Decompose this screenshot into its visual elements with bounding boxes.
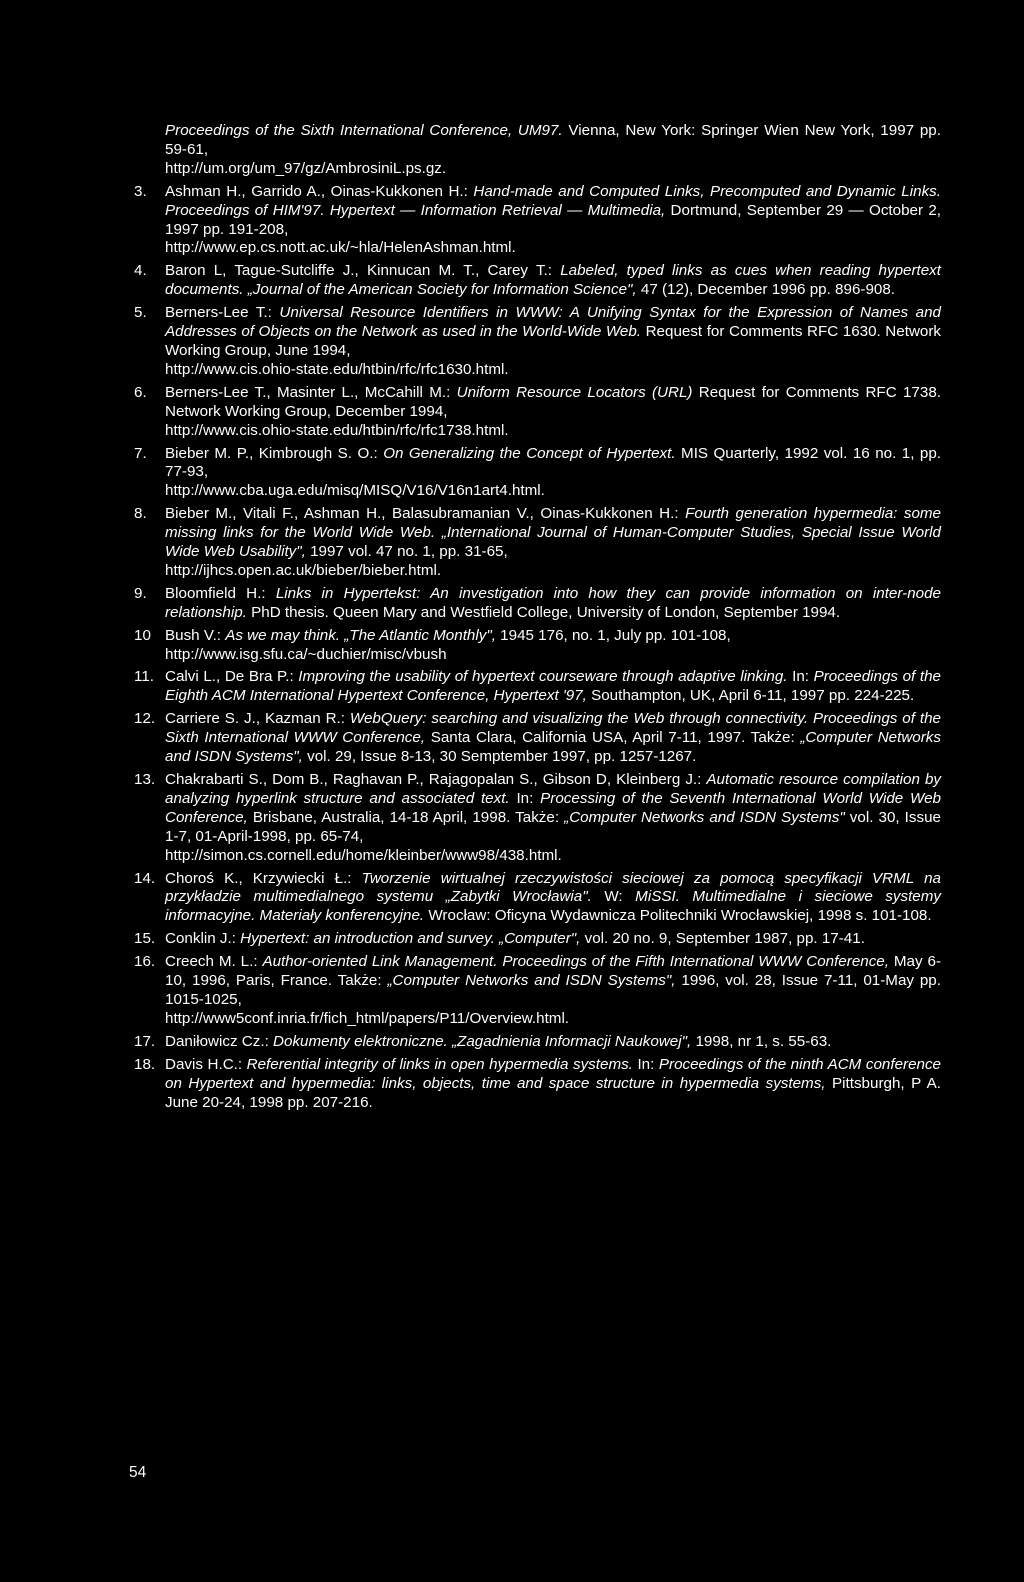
reference-entry: [131, 505, 941, 581]
reference-title-italic: Proceedings of the Sixth International Conference, UM97.: [165, 122, 563, 139]
reference-plain-text: Berners-Lee T., Masinter L., McCahill M.:: [165, 383, 457, 401]
reference-number: 17.: [134, 1032, 156, 1050]
reference-plain-text: Wrocław: Oficyna Wydawnicza Politechniki Wrocławskiej, 1998 s. 101-108.: [424, 907, 932, 925]
reference-entry: [131, 771, 941, 866]
reference-entry: [131, 585, 941, 623]
reference-plain-text: Carriere S. J., Kazman R.:: [165, 710, 350, 728]
reference-plain-text: Dortmund, September 29 — October 2, 1997 pp. 191-208,: [165, 201, 941, 238]
reference-plain-text: Santa Clara, California USA, April 7-11, 1997. Także:: [425, 729, 801, 747]
reference-plain-text: Davis H.C.:: [165, 1055, 247, 1073]
reference-entry: [131, 262, 941, 300]
reference-text: [165, 668, 941, 706]
reference-entry: [131, 870, 941, 927]
reference-entry: [131, 1056, 941, 1113]
reference-url: http://www.ep.cs.nott.ac.uk/~hla/HelenAshman.html.: [165, 239, 516, 257]
reference-title-italic: Processing of the Seventh International World Wide Web Conference,: [165, 789, 942, 826]
reference-plain-text: Bieber M., Vitali F., Ashman H., Balasubramanian V., Oinas-Kukkonen H.:: [165, 505, 686, 523]
reference-number: 8.: [134, 505, 147, 523]
reference-plain-text: Daniłowicz Cz.:: [165, 1032, 274, 1050]
reference-plain-text: Brisbane, Australia, 14-18 April, 1998. Także:: [247, 808, 565, 826]
reference-entry: [131, 1033, 941, 1052]
reference-text: [165, 930, 941, 949]
reference-plain-text: Southampton, UK, April 6-11, 1997 pp. 224-225.: [586, 687, 915, 705]
reference-title-italic: Automatic resource compilation by analyzing hyperlink structure and associated text.: [165, 771, 942, 807]
reference-plain-text: Request for Comments RFC 1630. Network Working Group, June 1994,: [165, 323, 942, 359]
reference-plain-text: MIS Quarterly, 1992 vol. 16 no. 1, pp. 77-93,: [165, 444, 942, 481]
reference-plain-text: Creech M. L.:: [165, 953, 263, 971]
reference-plain-text: vol. 30, Issue 1-7, 01-April-1998, pp. 65-74,: [165, 808, 941, 845]
reference-number: 5.: [134, 304, 147, 322]
reference-plain-text: Vienna, New York: Springer Wien New York, 1997 pp. 59-61,: [165, 122, 941, 158]
reference-plain-text: Calvi L., De Bra P.:: [165, 668, 299, 686]
reference-entry: [131, 668, 941, 706]
reference-title-italic: As we may think. „The Atlantic Monthly",: [225, 626, 496, 644]
reference-title-italic: „Computer Networks and ISDN Systems",: [387, 972, 676, 990]
reference-plain-text: 47 (12), December 1996 pp. 896-908.: [636, 281, 896, 299]
reference-url: http://www.cis.ohio-state.edu/htbin/rfc/rfc1738.html.: [165, 421, 509, 439]
reference-title-italic: Universal Resource Identifiers in WWW: A Unifying Syntax for the Expression of Names and Addresses of Objects on the Network as used in the World-Wide Web.: [165, 304, 941, 341]
reference-title-italic: Referential integrity of links in open hypermedia systems.: [246, 1055, 633, 1073]
reference-plain-text: May 6-10, 1996, Paris, France. Także:: [165, 953, 942, 990]
reference-entry: [131, 710, 941, 767]
reference-plain-text: 1997 vol. 47 no. 1, pp. 31-65,: [305, 543, 508, 561]
reference-text: [165, 771, 941, 866]
reference-plain-text: Berners-Lee T.:: [165, 304, 280, 322]
reference-plain-text: 1996, vol. 28, Issue 7-11, 01-May pp. 1015-1025,: [165, 972, 941, 1008]
reference-text: [165, 870, 941, 927]
reference-plain-text: 1945 176, no. 1, July pp. 101-108,: [495, 626, 731, 644]
reference-text: [165, 627, 941, 665]
reference-number: 14.: [134, 869, 156, 887]
reference-number: 7.: [134, 444, 147, 462]
reference-url: http://www5conf.inria.fr/fich_html/papers/P11/Overview.html.: [165, 1009, 570, 1027]
reference-title-italic: Author-oriented Link Management. Proceedings of the Fifth International WWW Conference,: [262, 953, 889, 971]
reference-title-italic: WebQuery: searching and visualizing the Web through connectivity. Proceedings of the Sixth International WWW Conference,: [165, 710, 941, 747]
reference-url: http://ijhcs.open.ac.uk/bieber/bieber.html.: [165, 561, 442, 579]
reference-text: [165, 445, 941, 502]
reference-title-italic: Improving the usability of hypertext courseware through adaptive linking.: [298, 668, 788, 686]
reference-text: [165, 505, 941, 581]
reference-title-italic: „Computer Networks and ISDN Systems": [564, 808, 845, 826]
reference-number: 15.: [134, 930, 156, 948]
reference-plain-text: Bieber M. P., Kimbrough S. O.:: [165, 444, 384, 462]
reference-title-italic: Dokumenty elektroniczne. „Zagadnienia Informacji Naukowej",: [273, 1032, 692, 1050]
reference-entry: [131, 304, 941, 380]
reference-title-italic: Proceedings of the ninth ACM conference on Hypertext and hypermedia: links, objects, time and space structure in hypermedia systems,: [165, 1055, 942, 1092]
reference-url: http://www.cba.uga.edu/misq/MISQ/V16/V16n1art4.html.: [165, 482, 545, 500]
reference-entry: [131, 183, 941, 259]
reference-plain-text: Request for Comments RFC 1738. Network Working Group, December 1994,: [165, 383, 941, 420]
reference-number: 12.: [134, 710, 156, 728]
reference-number: 16.: [134, 953, 156, 971]
reference-entry: [131, 445, 941, 502]
reference-plain-text: 1998, nr 1, s. 55-63.: [691, 1032, 832, 1050]
reference-number: 4.: [134, 262, 147, 280]
reference-text: [165, 710, 941, 767]
reference-plain-text: Bloomfield H.:: [165, 584, 276, 602]
reference-text: [165, 1056, 941, 1113]
reference-plain-text: In:: [632, 1055, 659, 1073]
reference-title-italic: Labeled, typed links as cues when reading hypertext documents. „Journal of the American Society for Information Science",: [165, 262, 941, 299]
reference-url: http://www.cis.ohio-state.edu/htbin/rfc/rfc1630.html.: [165, 360, 509, 378]
reference-text: [165, 953, 941, 1029]
reference-text: [165, 262, 941, 300]
reference-title-italic: Links in Hypertekst: An investigation into how they can provide information on inter-node relationship.: [165, 584, 941, 621]
reference-plain-text: Chakrabarti S., Dom B., Raghavan P., Rajagopalan S., Gibson D, Kleinberg J.:: [165, 771, 707, 788]
reference-text: [165, 585, 941, 623]
reference-title-italic: „Computer Networks and ISDN Systems",: [165, 729, 941, 766]
reference-url: http://www.isg.sfu.ca/~duchier/misc/vbush: [165, 645, 447, 663]
reference-plain-text: Choroś K., Krzywiecki Ł.:: [165, 869, 362, 887]
reference-list: [131, 122, 941, 1116]
reference-url: http://um.org/um_97/gz/AmbrosiniL.ps.gz.: [165, 159, 447, 177]
reference-title-italic: Proceedings of the Eighth ACM International Hypertext Conference, Hypertext '97,: [165, 668, 941, 705]
reference-plain-text: Pittsburgh, P A. June 20-24, 1998 pp. 207-216.: [165, 1074, 941, 1111]
reference-plain-text: Baron L, Tague-Sutcliffe J., Kinnucan M. T., Carey T.:: [165, 262, 561, 280]
reference-text: [165, 384, 941, 441]
reference-title-italic: Uniform Resource Locators (URL): [456, 383, 693, 401]
reference-title-italic: MiSSI. Multimedialne i sieciowe systemy informacyjne. Materiały konferencyjne.: [165, 888, 941, 925]
reference-number: 10: [134, 626, 151, 644]
reference-number: 18.: [134, 1055, 156, 1073]
reference-number: 3.: [134, 182, 147, 200]
reference-title-italic: Tworzenie wirtualnej rzeczywistości sieciowej za pomocą specyfikacji VRML na przykładzie multimedialnego systemu „Zabytki Wrocławia".: [165, 869, 941, 906]
reference-title-italic: Hypertext: an introduction and survey. „Computer",: [240, 930, 581, 948]
reference-entry: [131, 384, 941, 441]
reference-plain-text: Ashman H., Garrido A., Oinas-Kukkonen H.:: [165, 182, 474, 200]
reference-text: [165, 183, 941, 259]
reference-number: 13.: [134, 771, 156, 788]
reference-plain-text: Bush V.:: [165, 626, 226, 644]
reference-plain-text: In:: [787, 668, 814, 686]
reference-number: 11.: [134, 668, 154, 686]
reference-title-italic: Hand-made and Computed Links, Precomputed and Dynamic Links. Proceedings of HIM'97. Hypertext — Information Retrieval — Multimedia,: [165, 182, 941, 219]
reference-text: [165, 122, 941, 179]
reference-plain-text: vol. 20 no. 9, September 1987, pp. 17-41.: [580, 930, 865, 948]
reference-plain-text: In:: [509, 789, 541, 807]
reference-text: [165, 304, 941, 380]
page-number: 54: [129, 1464, 147, 1481]
reference-plain-text: Conklin J.:: [165, 930, 241, 948]
reference-plain-text: W:: [591, 888, 636, 906]
reference-number: 9.: [134, 584, 147, 602]
reference-plain-text: vol. 29, Issue 8-13, 30 Semptember 1997, pp. 1257-1267.: [302, 748, 697, 766]
reference-entry: [131, 930, 941, 949]
reference-plain-text: PhD thesis. Queen Mary and Westfield College, University of London, September 1994.: [246, 603, 841, 621]
reference-number: 6.: [134, 383, 147, 401]
reference-text: [165, 1033, 941, 1052]
reference-url: http://simon.cs.cornell.edu/home/kleinber/www98/438.html.: [165, 846, 562, 864]
reference-entry: [131, 627, 941, 665]
reference-title-italic: On Generalizing the Concept of Hypertext.: [383, 444, 676, 462]
reference-entry: [131, 122, 941, 179]
reference-title-italic: Fourth generation hypermedia: some missing links for the World Wide Web. „International Journal of Human-Computer Studies, Special Issue World Wide Web Usability",: [165, 505, 941, 561]
reference-entry: [131, 953, 941, 1029]
